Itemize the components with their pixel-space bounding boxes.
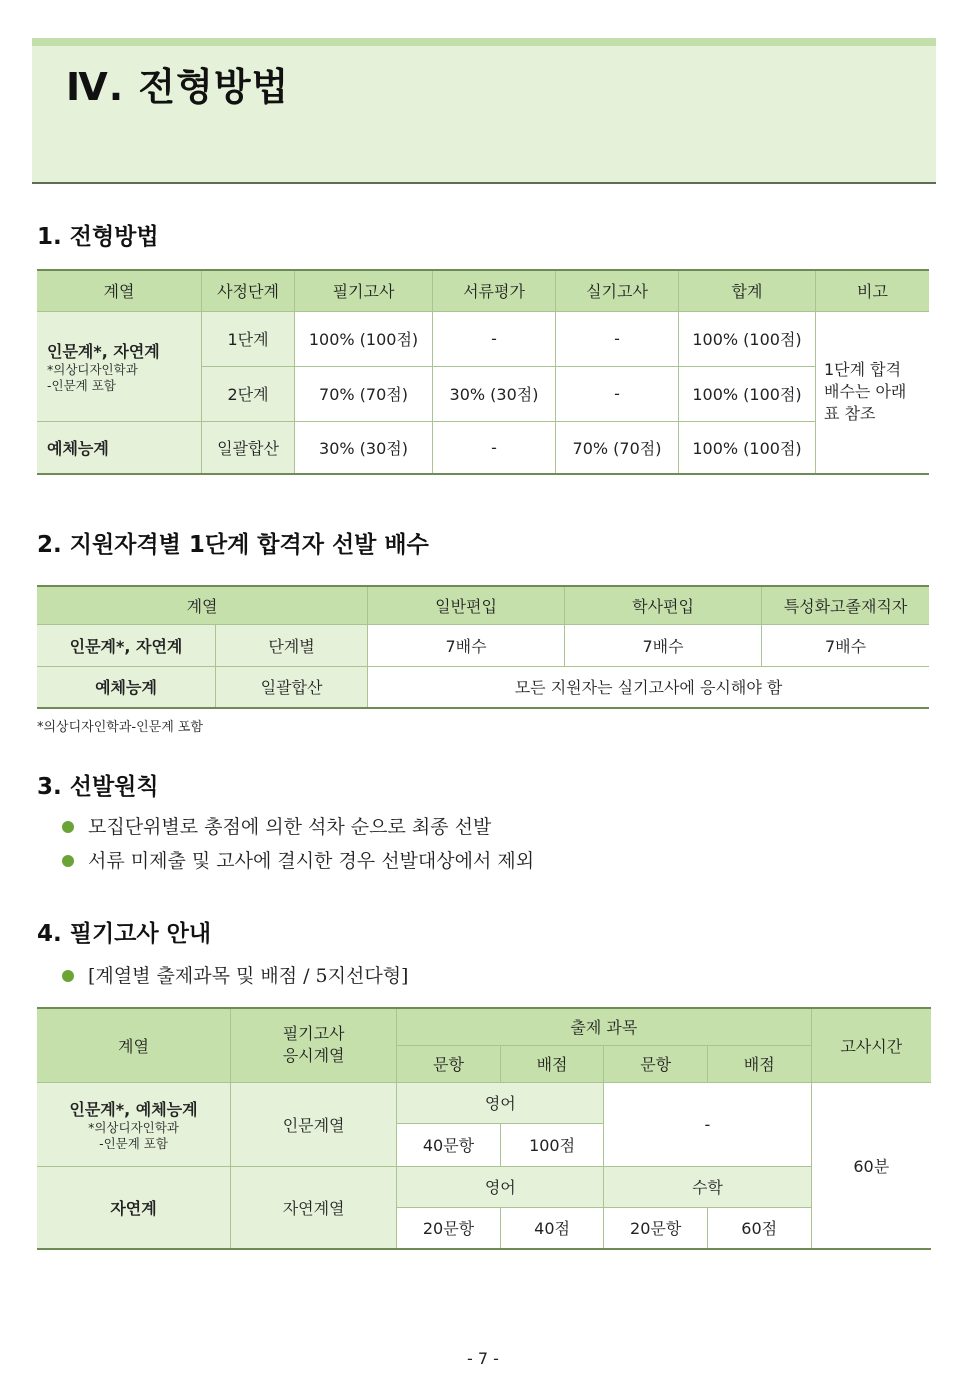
page-number: - 7 - — [467, 1349, 499, 1368]
table-cell: 60점 — [707, 1207, 811, 1249]
table-cell: - — [604, 1082, 811, 1166]
table-cell: - — [556, 311, 679, 366]
section-2-title: 2. 지원자격별 1단계 합격자 선발 배수 — [37, 532, 429, 558]
selection-method-table — [37, 269, 929, 475]
col-header-line: 응시계열 — [282, 1046, 345, 1066]
group-name: 인문계*, 자연계 — [37, 624, 216, 666]
section-1-title: 1. 전형방법 — [37, 224, 159, 250]
multiplier-table — [37, 585, 929, 709]
col-header: 계열 — [37, 1008, 231, 1082]
section-3-title: 3. 선발원칙 — [37, 774, 159, 800]
table-cell: 모든 지원자는 실기고사에 응시해야 함 — [368, 666, 929, 708]
table-cell: 7배수 — [368, 624, 565, 666]
col-header: 필기고사 — [295, 270, 433, 311]
group-cell — [37, 1082, 231, 1166]
list-item-text: [계열별 출제과목 및 배점 / 5지선다형] — [88, 965, 409, 987]
list-item-text: 서류 미제출 및 고사에 결시한 경우 선발대상에서 제외 — [88, 850, 535, 872]
section-4-title: 4. 필기고사 안내 — [37, 921, 212, 947]
subject-cell: 수학 — [604, 1166, 811, 1207]
time-cell: 60분 — [811, 1082, 931, 1249]
table-cell: 100% (100점) — [679, 311, 816, 366]
exam-series-cell: 자연계열 — [231, 1166, 397, 1249]
table-cell: 7배수 — [762, 624, 929, 666]
col-header: 실기고사 — [556, 270, 679, 311]
table-cell: 100% (100점) — [295, 311, 433, 366]
exam-series-cell: 인문계열 — [231, 1082, 397, 1166]
table-cell: - — [433, 421, 556, 474]
table-cell: - — [556, 366, 679, 421]
col-header: 학사편입 — [565, 586, 762, 624]
group-name: 인문계*, 자연계 — [47, 341, 160, 361]
col-header: 배점 — [500, 1045, 604, 1082]
stage-cell: 일괄합산 — [216, 666, 368, 708]
chapter-title: Ⅳ. 전형방법 — [66, 65, 290, 109]
group-name: 예체능계 — [37, 666, 216, 708]
group-name: 인문계*, 예체능계 — [69, 1099, 198, 1119]
table-cell: 100점 — [500, 1123, 604, 1166]
table-cell: 20문항 — [397, 1207, 501, 1249]
table-cell: 30% (30점) — [295, 421, 433, 474]
list-item — [60, 959, 408, 993]
bullet-icon — [62, 970, 74, 982]
stage-cell: 일괄합산 — [202, 421, 295, 474]
col-header: 고사시간 — [811, 1008, 931, 1082]
principles-list — [60, 810, 534, 878]
table-cell: 40문항 — [397, 1123, 501, 1166]
group-name: 자연계 — [37, 1166, 231, 1249]
table-cell: 70% (70점) — [556, 421, 679, 474]
col-header: 계열 — [37, 270, 202, 311]
footnote: *의상디자인학과-인문계 포함 — [37, 720, 204, 735]
table-cell: 40점 — [500, 1207, 604, 1249]
col-header: 특성화고졸재직자 — [762, 586, 929, 624]
table-cell: 20문항 — [604, 1207, 708, 1249]
col-header: 비고 — [816, 270, 930, 311]
chapter-header — [32, 38, 936, 184]
group-cell — [37, 311, 202, 421]
col-header-line: 필기고사 — [282, 1024, 345, 1044]
bullet-icon — [62, 855, 74, 867]
col-header — [231, 1008, 397, 1082]
group-note: -인문계 포함 — [99, 1135, 168, 1151]
group-note: -인문계 포함 — [47, 377, 116, 393]
col-header: 배점 — [707, 1045, 811, 1082]
group-note: *의상디자인학과 — [47, 361, 138, 377]
table-cell: 30% (30점) — [433, 366, 556, 421]
subject-cell: 영어 — [397, 1166, 604, 1207]
table-cell: 100% (100점) — [679, 421, 816, 474]
col-header: 사정단계 — [202, 270, 295, 311]
table-cell: 7배수 — [565, 624, 762, 666]
stage-cell: 단계별 — [216, 624, 368, 666]
table-cell: 100% (100점) — [679, 366, 816, 421]
list-item-text: 모집단위별로 총점에 의한 석차 순으로 최종 선발 — [88, 816, 492, 838]
col-header: 서류평가 — [433, 270, 556, 311]
list-item — [60, 844, 534, 878]
exam-info-list — [60, 959, 408, 993]
group-name: 예체능계 — [37, 421, 202, 474]
col-header: 합계 — [679, 270, 816, 311]
list-item — [60, 810, 534, 844]
bullet-icon — [62, 821, 74, 833]
written-exam-table — [37, 1007, 931, 1250]
table-cell: 70% (70점) — [295, 366, 433, 421]
table-cell: - — [433, 311, 556, 366]
col-header: 계열 — [37, 586, 368, 624]
col-header: 일반편입 — [368, 586, 565, 624]
col-header: 문항 — [604, 1045, 708, 1082]
stage-cell: 2단계 — [202, 366, 295, 421]
subject-cell: 영어 — [397, 1082, 604, 1123]
stage-cell: 1단계 — [202, 311, 295, 366]
remark-cell: 1단계 합격 배수는 아래 표 참조 — [816, 311, 930, 474]
col-header: 출제 과목 — [397, 1008, 811, 1045]
col-header: 문항 — [397, 1045, 501, 1082]
group-note: *의상디자인학과 — [88, 1119, 179, 1135]
